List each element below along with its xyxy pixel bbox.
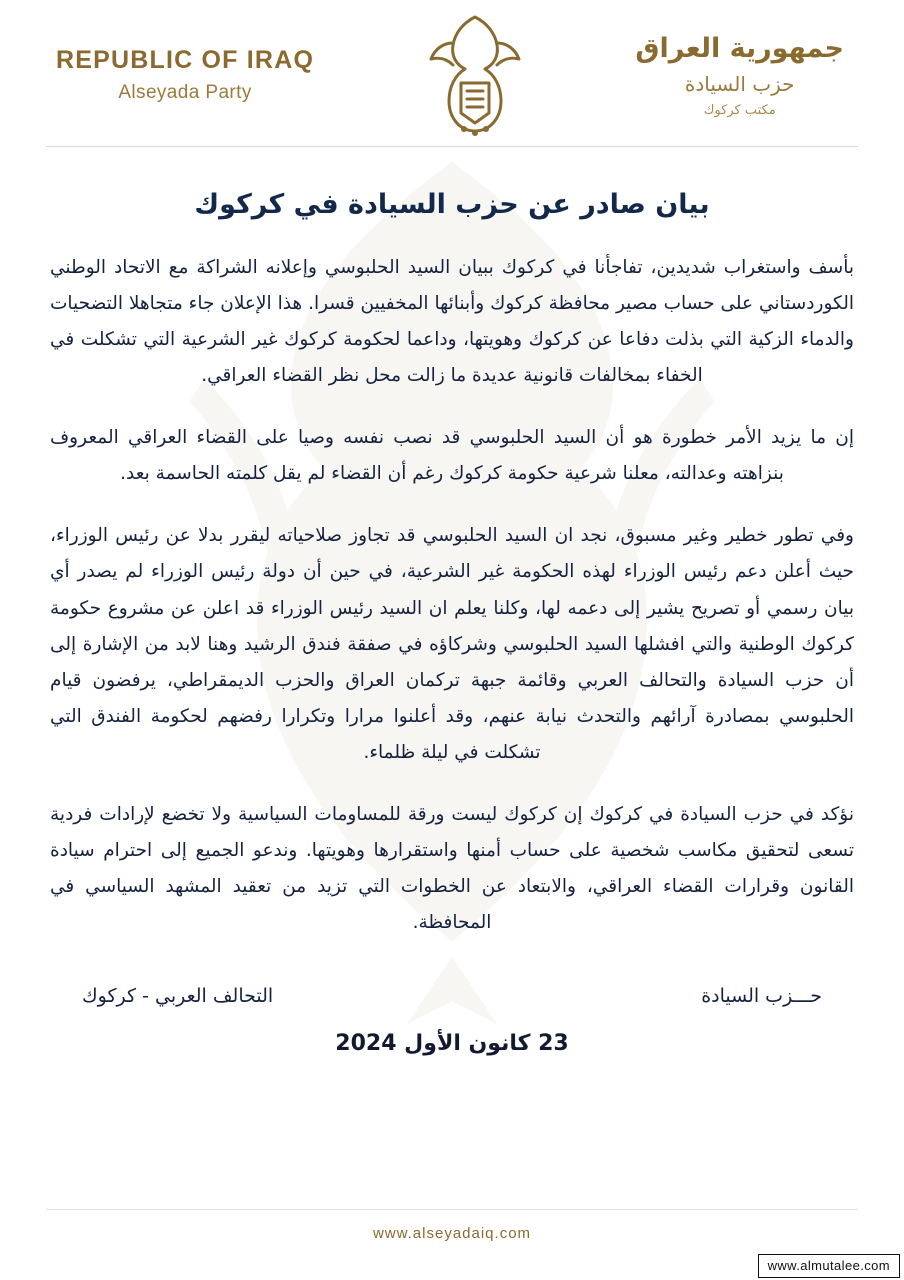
website-url[interactable]: www.alseyadaiq.com	[372, 1225, 532, 1242]
letterhead	[46, 0, 858, 140]
source-watermark-stamp: www.almutalee.com	[758, 1254, 900, 1278]
letterhead-english-block	[50, 46, 314, 104]
republic-title-en: REPUBLIC OF IRAQ	[56, 46, 315, 74]
signatory-arab-alliance-kirkuk: التحالف العربي - كركوك	[82, 985, 274, 1008]
signatory-alseyada-party: حـــزب السيادة	[701, 985, 822, 1008]
header-divider	[46, 146, 858, 147]
document-date: 23 كانون الأول 2024	[335, 1031, 569, 1057]
party-name-ar: حزب السيادة	[684, 71, 795, 96]
republic-title-ar: جمهورية العراق	[635, 33, 844, 65]
party-name-en: Alseyada Party	[118, 82, 252, 103]
page-title: بيان صادر عن حزب السيادة في كركوك	[194, 189, 710, 220]
signature-block	[46, 985, 858, 1007]
footer	[0, 1225, 904, 1242]
emblem-container	[400, 13, 550, 137]
office-name-ar: مكتب كركوك	[703, 102, 776, 118]
footer-divider	[46, 1209, 858, 1210]
eagle-of-saladin-emblem-icon	[419, 13, 531, 137]
statement-paragraph: نؤكد في حزب السيادة في كركوك إن كركوك ليست ورقة للمساومات السياسية ولا تخضع لإرادات فردية تسعى لتحقيق مكاسب شخصية على حساب أمنها واستقرارها وهويتها. وندعو الجميع إلى احترام سيادة القانون وقرارات القضاء العراقي، والابتعاد عن الخطوات التي تزيد من تعقيد المشهد السياسي في المحافظة.	[50, 803, 854, 933]
statement-paragraph: وفي تطور خطير وغير مسبوق، نجد ان السيد الحلبوسي قد تجاوز صلاحياته ليقرر بدلا عن رئيس الوزراء، حيث أعلن دعم رئيس الوزراء لهذه الحكومة غير الشرعية، في حين أن دولة رئيس الوزراء لم يصدر أي بيان رسمي أو تصريح يشير إلى دعمه لها، وكلنا يعلم ان السيد رئيس الوزراء قد اعلن عن مشروع حكومة كركوك الوطنية والتي افشلها السيد الحلبوسي وشركاؤه في صفقة فندق الرشيد وهنا لابد من الإشارة إلى أن حزب السيادة والتحالف العربي وقائمة جبهة تركمان العراق والحزب الديمقراطي، يرفضون قيام الحلبوسي بمصادرة آرائهم والتحدث نيابة عنهم، وقد أعلنوا مرارا وتكرارا رفضهم لحكومة الفندق التي تشكلت في ليلة ظلماء.	[50, 525, 854, 763]
letterhead-arabic-block	[635, 32, 854, 118]
statement-paragraph: إن ما يزيد الأمر خطورة هو أن السيد الحلبوسي قد نصب نفسه وصيا على القضاء العراقي المعروف بنزاهته وعدالته، معلنا شرعية حكومة كركوك رغم أن القضاء لم يقل كلمته الحاسمة بعد.	[50, 427, 854, 485]
statement-paragraph: بأسف واستغراب شديدين، تفاجأنا في كركوك ببيان السيد الحلبوسي وإعلانه الشراكة مع الاتحاد الوطني الكوردستاني على حساب مصير محافظة كركوك وأبنائها المخفيين قسرا. هذا الإعلان جاء متجاهلا التضحيات والدماء الزكية التي بذلت دفاعا عن كركوك وهويتها، وداعما لحكومة كركوك غير الشرعية التي تشكلت في الخفاء بمخالفات قانونية عديدة ما زالت محل نظر القضاء العراقي.	[50, 257, 854, 387]
